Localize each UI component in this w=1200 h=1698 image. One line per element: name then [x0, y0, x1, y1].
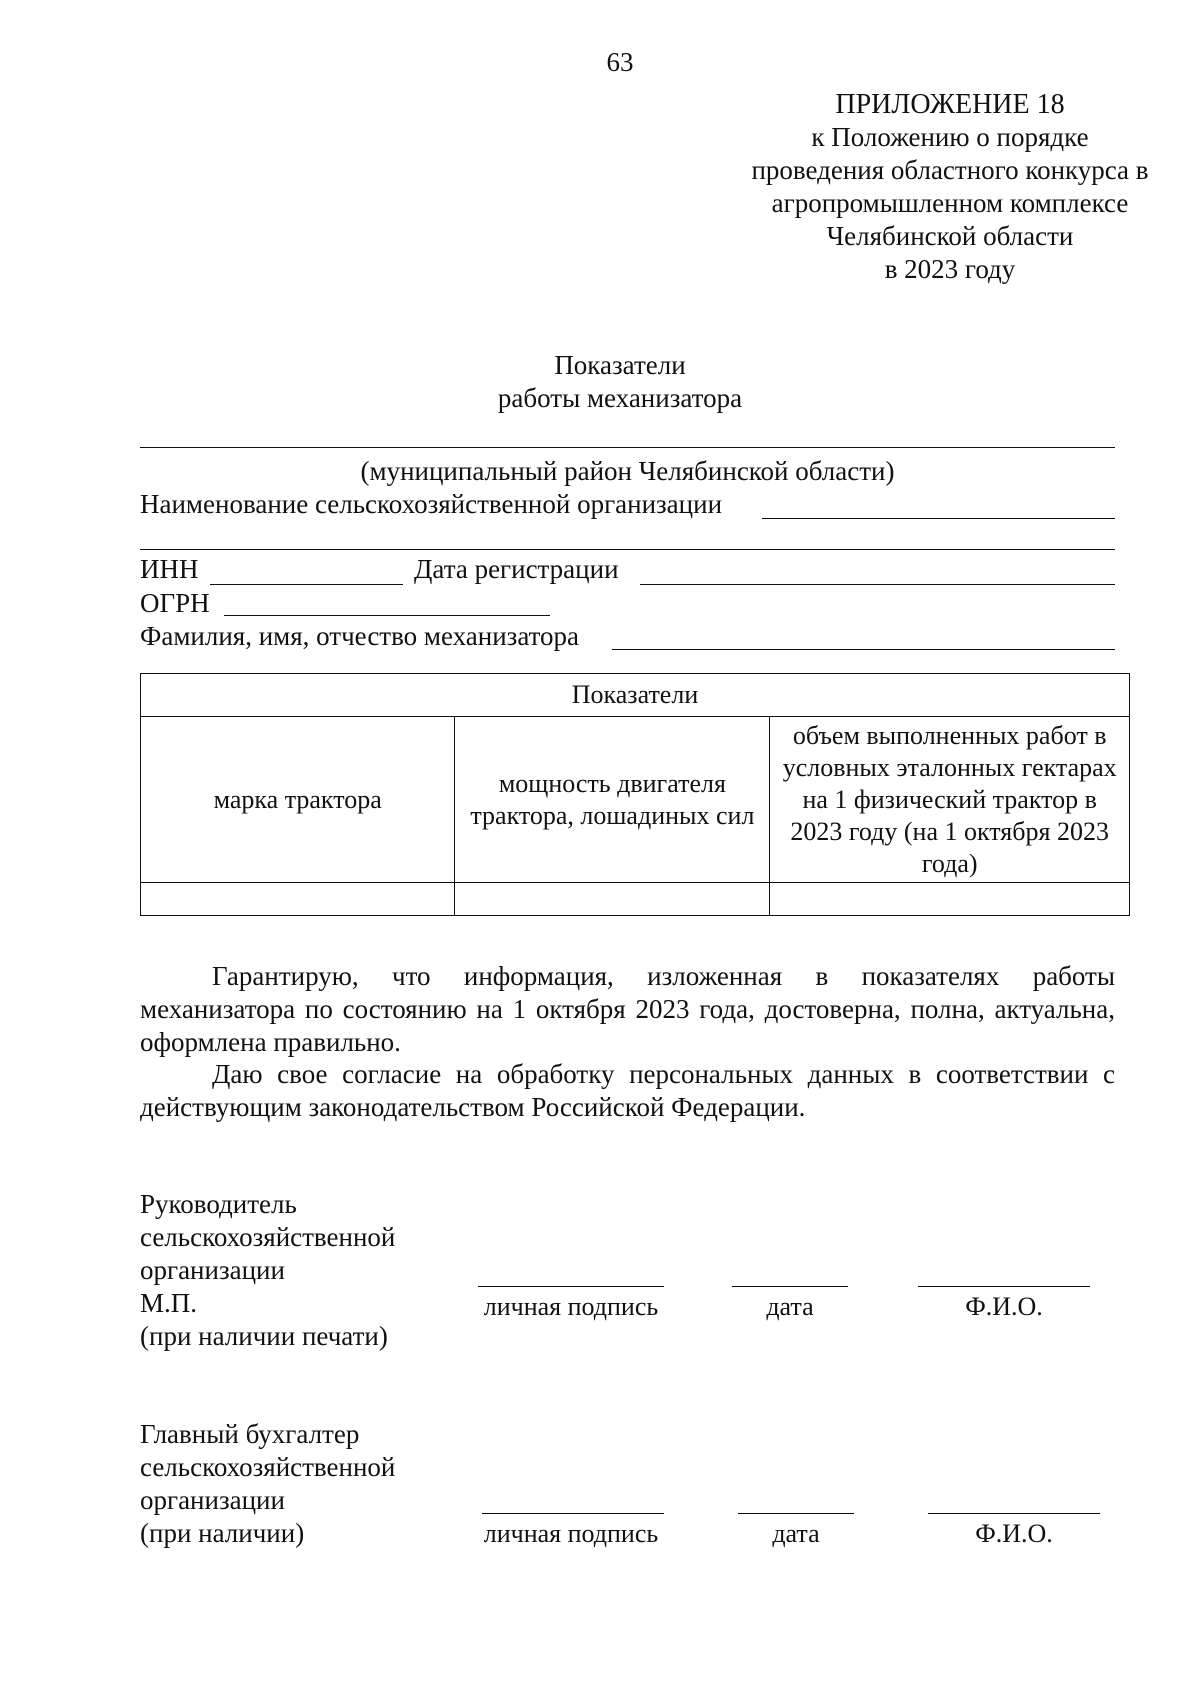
accountant-signature-label: личная подпись	[483, 1519, 659, 1548]
table-row	[141, 883, 1130, 916]
consent-statement: Даю свое согласие на обработку персональных данных в соответствии с действующим законодательством Российской Федерации.	[140, 1059, 1115, 1122]
operator-name-field-line[interactable]	[612, 649, 1115, 650]
accountant-date-label: дата	[772, 1519, 820, 1548]
cell-work-volume[interactable]	[770, 883, 1130, 916]
column-header-work-volume: объем выполненных работ в условных эталонных гектарах на 1 физический трактор в 2023 году (на 1 октября 2023 года)	[770, 717, 1130, 883]
appendix-heading: ПРИЛОЖЕНИЕ 18	[835, 89, 1065, 120]
operator-name-label: Фамилия, имя, отчество механизатора	[140, 621, 580, 651]
accountant-fio-label: Ф.И.О.	[975, 1519, 1053, 1548]
head-date-line[interactable]	[732, 1286, 848, 1287]
table-header-row	[141, 717, 1130, 883]
head-date-label: дата	[766, 1292, 814, 1321]
appendix-line: к Положению о порядке	[811, 122, 1089, 152]
org-name-label: Наименование сельскохозяйственной организации	[140, 489, 723, 519]
head-signature-label: личная подпись	[483, 1292, 659, 1321]
inn-field-line[interactable]	[210, 584, 403, 585]
stamp-note: (при наличии печати)	[140, 1321, 388, 1351]
head-signatory-block	[140, 1188, 395, 1353]
accountant-signatory-block	[140, 1418, 395, 1550]
district-field-line[interactable]	[140, 447, 1115, 448]
guarantee-statement: Гарантирую, что информация, изложенная в показателях работы механизатора по состоянию на 1 октября 2023 года, достоверна, полна, актуальна, оформлена правильно.	[140, 961, 1115, 1057]
reg-date-field-line[interactable]	[640, 584, 1115, 585]
table-group-header: Показатели	[141, 674, 1130, 717]
column-header-tractor-brand: марка трактора	[141, 717, 455, 883]
head-fio-line[interactable]	[918, 1286, 1090, 1287]
indicators-table	[140, 673, 1130, 916]
title-line-2: работы механизатора	[497, 383, 743, 413]
stamp-label: М.П.	[140, 1288, 198, 1318]
accountant-title-line: Главный бухгалтер	[140, 1419, 360, 1449]
inn-label: ИНН	[140, 554, 199, 584]
ogrn-label: ОГРН	[140, 588, 210, 618]
ogrn-field-line[interactable]	[224, 615, 550, 616]
accountant-signature-line[interactable]	[482, 1513, 664, 1514]
column-header-engine-power: мощность двигателя трактора, лошадиных сил	[455, 717, 770, 883]
table-group-header-row	[141, 674, 1130, 717]
appendix-line: агропромышленном комплексе	[771, 188, 1129, 218]
appendix-block	[660, 88, 1200, 286]
accountant-title-line: сельскохозяйственной	[140, 1452, 396, 1482]
cell-tractor-brand[interactable]	[141, 883, 455, 916]
accountant-date-line[interactable]	[738, 1513, 854, 1514]
head-title-line: сельскохозяйственной	[140, 1222, 396, 1252]
accountant-title-line: организации	[140, 1485, 285, 1515]
document-title	[0, 349, 1200, 415]
reg-date-label: Дата регистрации	[414, 554, 619, 584]
appendix-line: Челябинской области	[826, 221, 1074, 251]
title-line-1: Показатели	[554, 350, 686, 380]
accountant-note: (при наличии)	[140, 1518, 305, 1548]
org-name-field-line-2[interactable]	[140, 549, 1115, 550]
appendix-line: проведения областного конкурса в	[751, 155, 1149, 185]
appendix-line: в 2023 году	[884, 254, 1016, 284]
head-signature-line[interactable]	[478, 1286, 664, 1287]
org-name-field-line[interactable]	[762, 518, 1115, 519]
district-caption: (муниципальный район Челябинской области)	[360, 456, 895, 486]
head-fio-label: Ф.И.О.	[965, 1292, 1043, 1321]
head-title-line: Руководитель	[140, 1189, 297, 1219]
accountant-fio-line[interactable]	[928, 1513, 1100, 1514]
page-number: 63	[606, 47, 634, 77]
cell-engine-power[interactable]	[455, 883, 770, 916]
head-title-line: организации	[140, 1255, 285, 1285]
